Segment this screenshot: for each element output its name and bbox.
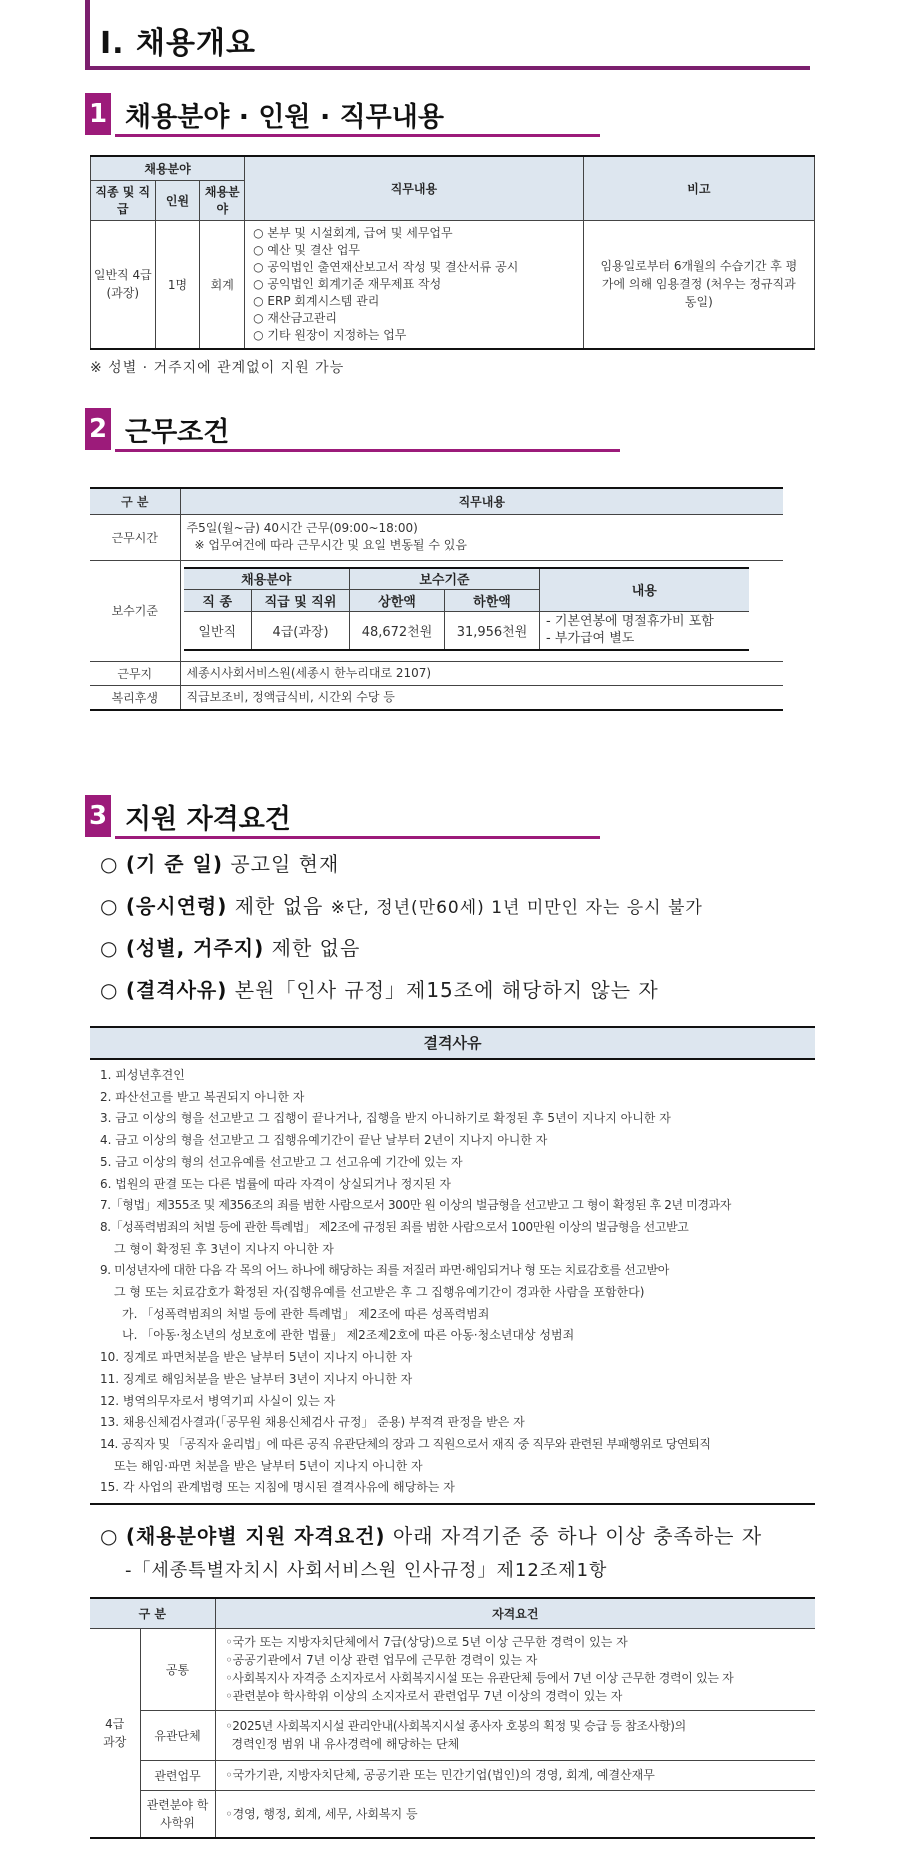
req-value: 본원「인사 규정」제15조에 해당하지 않는 자 — [234, 978, 659, 1002]
label-common: 공통 — [140, 1628, 215, 1710]
qual-item: ◦2025년 사회복지시설 관리안내(사회복지시설 종사자 호봉의 획정 및 승급 등 참조사항)의 — [225, 1719, 686, 1733]
cell-related-org — [215, 1710, 815, 1760]
req-age: ○ (응시연령) 제한 없음 ※단, 정년(만60세) 1년 미만인 자는 응시 불가 — [100, 894, 703, 918]
th-group-field: 채용분야 — [91, 156, 245, 180]
req-disqualification: ○ (결격사유) 본원「인사 규정」제15조에 해당하지 않는 자 — [100, 978, 659, 1002]
req-key: (성별, 거주지) — [125, 936, 265, 960]
disq-item: 15. 각 사업의 관계법령 또는 지침에 명시된 결격사유에 해당하는 자 — [100, 1480, 455, 1495]
cell-remark: 임용일로부터 6개월의 수습기간 후 평가에 의해 임용결정 (처우는 정규직과 동일) — [583, 220, 814, 349]
pay-th-min: 하한액 — [445, 590, 540, 612]
req-value: 제한 없음 — [271, 936, 361, 960]
req-base-date: ○ (기 준 일) 공고일 현재 — [100, 852, 340, 876]
qual-item: 경력인정 범위 내 유사경력에 해당하는 단체 — [231, 1737, 460, 1751]
label-pay: 보수기준 — [90, 560, 180, 661]
pay-type: 일반직 — [184, 612, 252, 650]
qual-item: ◦경영, 행정, 회계, 세무, 사회복지 등 — [225, 1806, 418, 1821]
th-duty: 직무내용 — [245, 156, 584, 220]
disq-item: 11. 징계로 해임처분을 받은 날부터 3년이 지나지 아니한 자 — [100, 1371, 413, 1386]
req-value: 공고일 현재 — [230, 852, 340, 876]
cell-count: 1명 — [155, 220, 200, 349]
section-2-title: 근무조건 — [125, 417, 230, 448]
th-content: 직무내용 — [180, 488, 783, 514]
disq-item: 3. 금고 이상의 형을 선고받고 그 집행이 끝나거나, 집행을 받지 아니하기로 확정된 후 5년이 지나지 아니한 자 — [100, 1111, 671, 1126]
duty-item: ○ 본부 및 시설회계, 급여 및 세무업무 — [253, 225, 453, 240]
hours-note: ※ 업무여건에 따라 근무시간 및 요일 변동될 수 있음 — [194, 538, 467, 552]
label-related-degree: 관련분야 학사학위 — [140, 1790, 215, 1838]
req-key: (기 준 일) — [125, 852, 223, 876]
req-value: 아래 자격기준 중 하나 이상 충족하는 자 — [392, 1524, 763, 1548]
section-3-underline — [115, 836, 600, 839]
disq-item: 4. 금고 이상의 형을 선고받고 그 집행유예기간이 끝난 날부터 2년이 지나지 아니한 자 — [100, 1133, 548, 1148]
req-key: (채용분야별 지원 자격요건) — [125, 1524, 386, 1548]
duty-item: ○ 공익법인 회계기준 재무제표 작성 — [253, 276, 442, 291]
cell-grade: 4급 과장 — [90, 1628, 140, 1838]
pay-max: 48,672천원 — [350, 612, 445, 650]
pay-th-content: 내용 — [540, 568, 749, 612]
disq-item: 나. 「아동·청소년의 성보호에 관한 법률」 제2조제2호에 따른 아동·청소년대상 성범죄 — [122, 1328, 575, 1343]
disq-item: 13. 채용신체검사결과(「공무원 채용신체검사 규정」 준용) 부적격 판정을 받은 자 — [100, 1415, 525, 1430]
label-welfare: 복리후생 — [90, 685, 180, 710]
th-remark: 비고 — [583, 156, 814, 220]
req-value: 제한 없음 — [234, 894, 324, 918]
pay-content-line: - 기본연봉에 명절휴가비 포함 — [546, 614, 714, 630]
req-extra: ※단, 정년(만60세) 1년 미만인 자는 응시 불가 — [330, 898, 703, 918]
section-1-underline — [115, 134, 600, 137]
section-1-number: 1 — [85, 93, 111, 135]
pay-th-type: 직 종 — [184, 590, 252, 612]
label-hours: 근무시간 — [90, 514, 180, 560]
disq-item: 또는 해임·파면 처분을 받은 날부터 5년이 지나지 아니한 자 — [114, 1458, 423, 1473]
page-title: Ⅰ. 채용개요 — [100, 26, 256, 61]
disq-item: 2. 파산선고를 받고 복권되지 아니한 자 — [100, 1089, 305, 1104]
cell-type: 일반직 4급 (과장) — [91, 220, 156, 349]
section-2-number: 2 — [85, 408, 111, 450]
disq-item: 6. 법원의 판결 또는 다른 법률에 따라 자격이 상실되거나 정지된 자 — [100, 1176, 451, 1191]
disqualification-header: 결격사유 — [90, 1026, 815, 1060]
duty-item: ○ ERP 회계시스템 관리 — [253, 293, 380, 308]
note-gender-residence: ※ 성별 · 거주지에 관계없이 지원 가능 — [90, 360, 345, 376]
cell-welfare: 직급보조비, 정액급식비, 시간외 수당 등 — [180, 685, 783, 710]
pay-th-standard: 보수기준 — [350, 568, 540, 590]
cell-hours — [180, 514, 783, 560]
cell-duties — [245, 220, 584, 349]
th-qualification: 자격요건 — [215, 1598, 815, 1628]
pay-grade: 4급(과장) — [252, 612, 350, 650]
section-3-title: 지원 자격요건 — [125, 804, 291, 835]
duty-item: ○ 기타 원장이 지정하는 업무 — [253, 327, 407, 342]
th-count: 인원 — [155, 180, 200, 220]
work-condition-table — [90, 487, 783, 711]
section-1-title: 채용분야 · 인원 · 직무내용 — [125, 102, 444, 133]
req-key: (결격사유) — [125, 978, 228, 1002]
cell-related-degree — [215, 1790, 815, 1838]
qual-item: ◦관련분야 학사학위 이상의 소지자로서 관련업무 7년 이상의 경력이 있는 자 — [225, 1689, 623, 1703]
disq-item: 9. 미성년자에 대한 다음 각 목의 어느 하나에 해당하는 죄를 저질러 파면·해임되거나 형 또는 치료감호를 선고받아 — [100, 1263, 669, 1278]
pay-min: 31,956천원 — [445, 612, 540, 650]
disqualification-bottom-rule — [90, 1503, 815, 1505]
qual-item: ◦국가 또는 지방자치단체에서 7급(상당)으로 5년 이상 근무한 경력이 있는 자 — [225, 1635, 628, 1649]
disq-item: 5. 금고 이상의 형의 선고유예를 선고받고 그 선고유예 기간에 있는 자 — [100, 1154, 463, 1169]
pay-table — [184, 567, 749, 651]
label-place: 근무지 — [90, 661, 180, 685]
duty-item: ○ 재산금고관리 — [253, 310, 337, 325]
cell-common — [215, 1628, 815, 1710]
pay-th-max: 상한액 — [350, 590, 445, 612]
th-division: 구 분 — [90, 1598, 215, 1628]
qual-item: ◦국가기관, 지방자치단체, 공공기관 또는 민간기업(법인)의 경영, 회계, 예결산재무 — [225, 1768, 655, 1782]
recruit-table — [90, 155, 815, 350]
disq-item: 그 형이 확정된 후 3년이 지나지 아니한 자 — [114, 1241, 334, 1256]
pay-content-line: - 부가급여 별도 — [546, 631, 635, 647]
cell-field: 회계 — [200, 220, 245, 349]
label-related-org: 유관단체 — [140, 1710, 215, 1760]
section-2-underline — [115, 449, 620, 452]
duty-item: ○ 공익법인 출연재산보고서 작성 및 결산서류 공시 — [253, 259, 519, 274]
qual-item: ◦공공기관에서 7년 이상 관련 업무에 근무한 경력이 있는 자 — [225, 1653, 538, 1667]
th-type: 직종 및 직급 — [91, 180, 156, 220]
disq-item: 가. 「성폭력범죄의 처벌 등에 관한 특례법」 제2조에 따른 성폭력범죄 — [122, 1306, 490, 1321]
req-gender: ○ (성별, 거주지) 제한 없음 — [100, 936, 361, 960]
cell-related-work — [215, 1760, 815, 1790]
th-field: 채용분야 — [200, 180, 245, 220]
disq-item: 1. 피성년후견인 — [100, 1068, 185, 1082]
pay-content — [540, 612, 749, 650]
req-field-specific: ○ (채용분야별 지원 자격요건) 아래 자격기준 중 하나 이상 충족하는 자 — [100, 1524, 763, 1548]
pay-th-field: 채용분야 — [184, 568, 350, 590]
req-key: (응시연령) — [125, 894, 228, 918]
qual-item: ◦사회복지사 자격증 소지자로서 사회복지시설 또는 유관단체 등에서 7년 이상 근무한 경력이 있는 자 — [225, 1671, 734, 1685]
pay-th-grade: 직급 및 직위 — [252, 590, 350, 612]
disq-item: 12. 병역의무자로서 병역기피 사실이 있는 자 — [100, 1393, 336, 1408]
qualification-table — [90, 1597, 815, 1839]
disq-item: 8.「성폭력범죄의 처벌 등에 관한 특례법」 제2조에 규정된 죄를 범한 사람으로서 100만원 이상의 벌금형을 선고받고 — [100, 1219, 689, 1234]
th-division: 구 분 — [90, 488, 180, 514]
req-field-basis: -「세종특별자치시 사회서비스원 인사규정」제12조제1항 — [125, 1560, 608, 1581]
hours-text: 주5일(월~금) 40시간 근무(09:00~18:00) — [186, 521, 418, 535]
disq-item: 그 형 또는 치료감호가 확정된 자(집행유예를 선고받은 후 그 집행유예기간이 경과한 사람을 포함한다) — [114, 1285, 645, 1300]
section-3-number: 3 — [85, 795, 111, 837]
disq-item: 14. 공직자 및 「공직자 윤리법」에 따른 공직 유관단체의 장과 그 직원으로서 재직 중 직무와 관련된 부패행위로 당연퇴직 — [100, 1436, 711, 1451]
cell-place: 세종시사회서비스원(세종시 한누리대로 2107) — [180, 661, 783, 685]
disq-item: 10. 징계로 파면처분을 받은 날부터 5년이 지나지 아니한 자 — [100, 1350, 413, 1365]
cell-pay — [180, 560, 783, 661]
disqualification-list — [100, 1065, 820, 1499]
duty-item: ○ 예산 및 결산 업무 — [253, 242, 361, 257]
disq-item: 7.「형법」제355조 및 제356조의 죄를 범한 사람으로서 300만 원 이상의 벌금형을 선고받고 그 형이 확정된 후 2년 미경과자 — [100, 1198, 731, 1213]
label-related-work: 관련업무 — [140, 1760, 215, 1790]
